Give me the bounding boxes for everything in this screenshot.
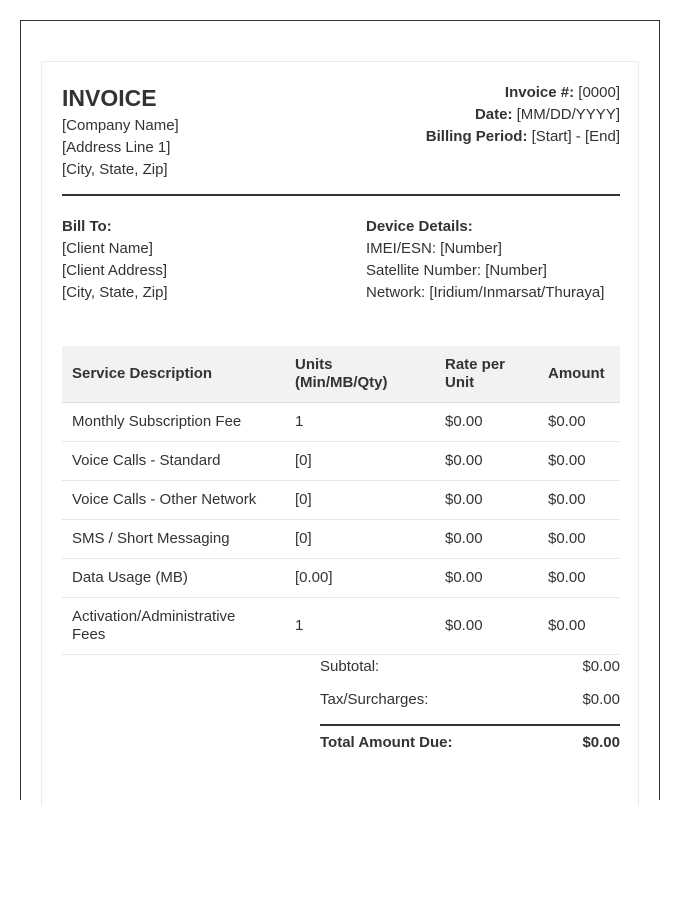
table-row [62, 442, 620, 481]
header-units [285, 346, 435, 403]
invoice-number [426, 82, 620, 104]
invoice-date-label: Date: [474, 106, 513, 123]
row-amount: $0.00 [538, 559, 620, 598]
billing-period-label: Billing Period: [425, 128, 528, 145]
table-row [62, 481, 620, 520]
totals-divider [320, 724, 620, 726]
subtotal-row [320, 656, 620, 689]
client-address: [Client Address] [62, 262, 168, 279]
header-rate-line2: Unit [445, 374, 475, 391]
invoice-number-label: Invoice #: [504, 84, 575, 101]
table-row [62, 520, 620, 559]
company-name: [Company Name] [62, 117, 179, 134]
row-amount: $0.00 [538, 598, 620, 655]
header-rate-line1: Rate per [445, 356, 506, 373]
total-due-label: Total Amount Due: [320, 734, 453, 751]
device-imei: IMEI/ESN: [Number] [366, 240, 502, 257]
table-row [62, 403, 620, 442]
total-due-value: $0.00 [582, 734, 620, 751]
row-description: Monthly Subscription Fee [62, 403, 285, 442]
billing-period [426, 126, 620, 148]
total-due-row [320, 728, 620, 758]
row-rate: $0.00 [435, 520, 538, 559]
row-rate: $0.00 [435, 481, 538, 520]
row-amount: $0.00 [538, 481, 620, 520]
invoice-title: INVOICE [62, 85, 157, 111]
header-amount: Amount [538, 346, 620, 403]
invoice-content [62, 84, 620, 751]
table-row [62, 559, 620, 598]
bill-to-heading: Bill To: [62, 218, 112, 235]
parties-section [62, 216, 620, 346]
invoice-date-value: [MM/DD/YYYY] [516, 106, 620, 123]
header-divider [62, 194, 620, 196]
services-table [62, 346, 620, 655]
totals-block [320, 656, 620, 758]
row-description: Voice Calls - Standard [62, 442, 285, 481]
row-units: [0.00] [285, 559, 435, 598]
table-row [62, 598, 620, 655]
invoice-number-value: [0000] [578, 84, 620, 101]
header-rate [435, 346, 538, 403]
header-service-description: Service Description [62, 346, 285, 403]
invoice-meta [426, 82, 620, 148]
tax-row [320, 689, 620, 722]
row-description: SMS / Short Messaging [62, 520, 285, 559]
subtotal-label: Subtotal: [320, 658, 380, 675]
client-name: [Client Name] [62, 240, 153, 257]
client-city: [City, State, Zip] [62, 284, 168, 301]
device-network: Network: [Iridium/Inmarsat/Thuraya] [366, 284, 605, 301]
row-description [62, 598, 285, 655]
invoice-header [62, 84, 620, 194]
row-description-line1: Activation/Administrative [72, 608, 236, 625]
row-amount: $0.00 [538, 442, 620, 481]
tax-label: Tax/Surcharges: [320, 691, 429, 708]
device-heading: Device Details: [366, 218, 473, 235]
invoice-date [426, 104, 620, 126]
row-rate: $0.00 [435, 559, 538, 598]
row-rate: $0.00 [435, 403, 538, 442]
row-description: Data Usage (MB) [62, 559, 285, 598]
row-units: [0] [285, 442, 435, 481]
table-header-row [62, 346, 620, 403]
row-amount: $0.00 [538, 520, 620, 559]
row-units: [0] [285, 520, 435, 559]
row-units: 1 [285, 598, 435, 655]
row-description: Voice Calls - Other Network [62, 481, 285, 520]
row-units: 1 [285, 403, 435, 442]
row-amount: $0.00 [538, 403, 620, 442]
company-city: [City, State, Zip] [62, 161, 168, 178]
row-rate: $0.00 [435, 598, 538, 655]
billing-period-value: [Start] - [End] [531, 128, 620, 145]
header-units-line1: Units [295, 356, 333, 373]
device-satellite: Satellite Number: [Number] [366, 262, 547, 279]
tax-value: $0.00 [582, 691, 620, 708]
company-address: [Address Line 1] [62, 139, 171, 156]
device-details-block [366, 216, 604, 304]
company-block [62, 84, 179, 181]
row-description-line2: Fees [72, 626, 106, 643]
row-units: [0] [285, 481, 435, 520]
header-units-line2: (Min/MB/Qty) [295, 374, 388, 391]
subtotal-value: $0.00 [582, 658, 620, 675]
bill-to-block [62, 216, 168, 304]
row-rate: $0.00 [435, 442, 538, 481]
